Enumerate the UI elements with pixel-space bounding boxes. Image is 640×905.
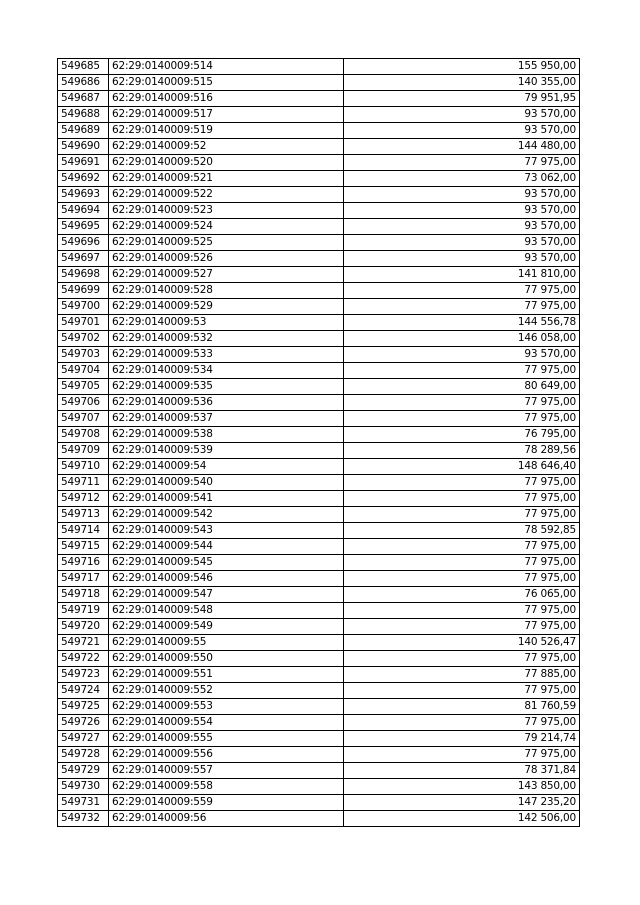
cadastral-value-cell: 140 355,00 (344, 75, 580, 91)
table-row (58, 635, 580, 651)
cadastral-value-cell: 144 480,00 (344, 139, 580, 155)
table-row (58, 363, 580, 379)
table-row (58, 475, 580, 491)
cadastral-number-cell: 62:29:0140009:553 (109, 699, 344, 715)
table-row (58, 91, 580, 107)
cadastral-number-cell: 62:29:0140009:552 (109, 683, 344, 699)
table-row (58, 795, 580, 811)
row-id-cell: 549714 (58, 523, 109, 539)
row-id-cell: 549712 (58, 491, 109, 507)
row-id-cell: 549700 (58, 299, 109, 315)
table-row (58, 59, 580, 75)
row-id-cell: 549731 (58, 795, 109, 811)
table-row (58, 347, 580, 363)
table-row (58, 507, 580, 523)
cadastral-number-cell: 62:29:0140009:516 (109, 91, 344, 107)
row-id-cell: 549717 (58, 571, 109, 587)
cadastral-number-cell: 62:29:0140009:541 (109, 491, 344, 507)
cadastral-value-cell: 77 975,00 (344, 603, 580, 619)
table-row (58, 667, 580, 683)
cadastral-number-cell: 62:29:0140009:547 (109, 587, 344, 603)
cadastral-number-cell: 62:29:0140009:542 (109, 507, 344, 523)
row-id-cell: 549697 (58, 251, 109, 267)
table-row (58, 411, 580, 427)
cadastral-value-cell: 77 975,00 (344, 299, 580, 315)
row-id-cell: 549719 (58, 603, 109, 619)
row-id-cell: 549708 (58, 427, 109, 443)
cadastral-number-cell: 62:29:0140009:56 (109, 811, 344, 827)
cadastral-value-cell: 73 062,00 (344, 171, 580, 187)
table-row (58, 171, 580, 187)
cadastral-value-cell: 77 975,00 (344, 395, 580, 411)
cadastral-value-cell: 77 975,00 (344, 619, 580, 635)
cadastral-number-cell: 62:29:0140009:557 (109, 763, 344, 779)
table-row (58, 187, 580, 203)
cadastral-number-cell: 62:29:0140009:543 (109, 523, 344, 539)
cadastral-number-cell: 62:29:0140009:517 (109, 107, 344, 123)
cadastral-number-cell: 62:29:0140009:532 (109, 331, 344, 347)
cadastral-number-cell: 62:29:0140009:519 (109, 123, 344, 139)
cadastral-value-cell: 77 975,00 (344, 155, 580, 171)
cadastral-value-cell: 77 975,00 (344, 555, 580, 571)
cadastral-number-cell: 62:29:0140009:540 (109, 475, 344, 491)
table-row (58, 123, 580, 139)
table-row (58, 379, 580, 395)
cadastral-value-cell: 78 289,56 (344, 443, 580, 459)
cadastral-number-cell: 62:29:0140009:546 (109, 571, 344, 587)
cadastral-value-cell: 140 526,47 (344, 635, 580, 651)
row-id-cell: 549689 (58, 123, 109, 139)
table-row (58, 235, 580, 251)
cadastral-value-cell: 79 951,95 (344, 91, 580, 107)
row-id-cell: 549690 (58, 139, 109, 155)
row-id-cell: 549696 (58, 235, 109, 251)
row-id-cell: 549710 (58, 459, 109, 475)
cadastral-value-cell: 77 975,00 (344, 715, 580, 731)
row-id-cell: 549695 (58, 219, 109, 235)
table-row (58, 811, 580, 827)
cadastral-number-cell: 62:29:0140009:545 (109, 555, 344, 571)
row-id-cell: 549727 (58, 731, 109, 747)
cadastral-number-cell: 62:29:0140009:554 (109, 715, 344, 731)
cadastral-value-cell: 77 975,00 (344, 475, 580, 491)
row-id-cell: 549728 (58, 747, 109, 763)
row-id-cell: 549726 (58, 715, 109, 731)
cadastral-number-cell: 62:29:0140009:534 (109, 363, 344, 379)
table-row (58, 283, 580, 299)
row-id-cell: 549716 (58, 555, 109, 571)
row-id-cell: 549685 (58, 59, 109, 75)
table-row (58, 155, 580, 171)
cadastral-value-cell: 78 592,85 (344, 523, 580, 539)
cadastral-number-cell: 62:29:0140009:528 (109, 283, 344, 299)
table-row (58, 539, 580, 555)
cadastral-value-cell: 146 058,00 (344, 331, 580, 347)
table-row (58, 75, 580, 91)
cadastral-value-cell: 79 214,74 (344, 731, 580, 747)
table-row (58, 699, 580, 715)
table-row (58, 443, 580, 459)
cadastral-number-cell: 62:29:0140009:548 (109, 603, 344, 619)
cadastral-number-cell: 62:29:0140009:526 (109, 251, 344, 267)
cadastral-value-cell: 143 850,00 (344, 779, 580, 795)
cadastral-value-cell: 77 975,00 (344, 683, 580, 699)
table-row (58, 267, 580, 283)
cadastral-number-cell: 62:29:0140009:514 (109, 59, 344, 75)
cadastral-value-cell: 93 570,00 (344, 219, 580, 235)
cadastral-value-cell: 77 975,00 (344, 571, 580, 587)
row-id-cell: 549687 (58, 91, 109, 107)
cadastral-number-cell: 62:29:0140009:537 (109, 411, 344, 427)
table-row (58, 203, 580, 219)
cadastral-value-cell: 76 065,00 (344, 587, 580, 603)
cadastral-number-cell: 62:29:0140009:551 (109, 667, 344, 683)
row-id-cell: 549729 (58, 763, 109, 779)
cadastral-value-cell: 77 975,00 (344, 363, 580, 379)
cadastral-number-cell: 62:29:0140009:515 (109, 75, 344, 91)
row-id-cell: 549701 (58, 315, 109, 331)
row-id-cell: 549720 (58, 619, 109, 635)
cadastral-value-cell: 77 975,00 (344, 411, 580, 427)
cadastral-value-cell: 77 975,00 (344, 491, 580, 507)
row-id-cell: 549702 (58, 331, 109, 347)
table-row (58, 427, 580, 443)
cadastral-number-cell: 62:29:0140009:52 (109, 139, 344, 155)
cadastral-value-cell: 147 235,20 (344, 795, 580, 811)
table-row (58, 315, 580, 331)
cadastral-value-cell: 93 570,00 (344, 107, 580, 123)
table-row (58, 139, 580, 155)
cadastral-number-cell: 62:29:0140009:558 (109, 779, 344, 795)
cadastral-number-cell: 62:29:0140009:525 (109, 235, 344, 251)
row-id-cell: 549698 (58, 267, 109, 283)
row-id-cell: 549715 (58, 539, 109, 555)
cadastral-number-cell: 62:29:0140009:550 (109, 651, 344, 667)
cadastral-number-cell: 62:29:0140009:556 (109, 747, 344, 763)
cadastral-number-cell: 62:29:0140009:520 (109, 155, 344, 171)
table-row (58, 651, 580, 667)
cadastral-value-cell: 78 371,84 (344, 763, 580, 779)
cadastral-number-cell: 62:29:0140009:521 (109, 171, 344, 187)
cadastral-number-cell: 62:29:0140009:533 (109, 347, 344, 363)
row-id-cell: 549713 (58, 507, 109, 523)
cadastral-number-cell: 62:29:0140009:544 (109, 539, 344, 555)
cadastral-value-cell: 93 570,00 (344, 347, 580, 363)
table-row (58, 219, 580, 235)
table-row (58, 251, 580, 267)
table-row (58, 523, 580, 539)
row-id-cell: 549691 (58, 155, 109, 171)
row-id-cell: 549718 (58, 587, 109, 603)
cadastral-value-cell: 81 760,59 (344, 699, 580, 715)
cadastral-value-cell: 93 570,00 (344, 203, 580, 219)
cadastral-value-cell: 77 975,00 (344, 283, 580, 299)
row-id-cell: 549703 (58, 347, 109, 363)
row-id-cell: 549704 (58, 363, 109, 379)
cadastral-number-cell: 62:29:0140009:54 (109, 459, 344, 475)
cadastral-value-cell: 93 570,00 (344, 235, 580, 251)
cadastral-number-cell: 62:29:0140009:527 (109, 267, 344, 283)
cadastral-value-cell: 77 975,00 (344, 747, 580, 763)
table-row (58, 555, 580, 571)
cadastral-value-cell: 144 556,78 (344, 315, 580, 331)
table-row (58, 683, 580, 699)
row-id-cell: 549724 (58, 683, 109, 699)
cadastral-value-cell: 77 975,00 (344, 539, 580, 555)
table-row (58, 747, 580, 763)
table-row (58, 603, 580, 619)
row-id-cell: 549725 (58, 699, 109, 715)
table-row (58, 395, 580, 411)
table-row (58, 715, 580, 731)
table-row (58, 731, 580, 747)
cadastral-number-cell: 62:29:0140009:555 (109, 731, 344, 747)
table-row (58, 619, 580, 635)
table-body (58, 59, 580, 827)
row-id-cell: 549709 (58, 443, 109, 459)
row-id-cell: 549686 (58, 75, 109, 91)
cadastral-value-cell: 77 975,00 (344, 507, 580, 523)
cadastral-number-cell: 62:29:0140009:522 (109, 187, 344, 203)
row-id-cell: 549694 (58, 203, 109, 219)
cadastral-value-table (57, 58, 580, 827)
cadastral-value-cell: 77 975,00 (344, 651, 580, 667)
row-id-cell: 549693 (58, 187, 109, 203)
cadastral-number-cell: 62:29:0140009:538 (109, 427, 344, 443)
document-page (57, 58, 580, 827)
cadastral-value-cell: 142 506,00 (344, 811, 580, 827)
row-id-cell: 549722 (58, 651, 109, 667)
cadastral-value-cell: 76 795,00 (344, 427, 580, 443)
row-id-cell: 549699 (58, 283, 109, 299)
table-row (58, 459, 580, 475)
cadastral-number-cell: 62:29:0140009:524 (109, 219, 344, 235)
cadastral-number-cell: 62:29:0140009:549 (109, 619, 344, 635)
table-row (58, 491, 580, 507)
cadastral-value-cell: 93 570,00 (344, 123, 580, 139)
table-row (58, 107, 580, 123)
table-row (58, 331, 580, 347)
row-id-cell: 549705 (58, 379, 109, 395)
cadastral-value-cell: 93 570,00 (344, 187, 580, 203)
cadastral-value-cell: 148 646,40 (344, 459, 580, 475)
cadastral-number-cell: 62:29:0140009:539 (109, 443, 344, 459)
row-id-cell: 549730 (58, 779, 109, 795)
row-id-cell: 549707 (58, 411, 109, 427)
row-id-cell: 549692 (58, 171, 109, 187)
table-row (58, 779, 580, 795)
cadastral-number-cell: 62:29:0140009:529 (109, 299, 344, 315)
table-row (58, 571, 580, 587)
row-id-cell: 549688 (58, 107, 109, 123)
cadastral-number-cell: 62:29:0140009:536 (109, 395, 344, 411)
cadastral-number-cell: 62:29:0140009:55 (109, 635, 344, 651)
cadastral-number-cell: 62:29:0140009:523 (109, 203, 344, 219)
row-id-cell: 549711 (58, 475, 109, 491)
cadastral-value-cell: 77 885,00 (344, 667, 580, 683)
cadastral-value-cell: 93 570,00 (344, 251, 580, 267)
cadastral-value-cell: 80 649,00 (344, 379, 580, 395)
cadastral-number-cell: 62:29:0140009:559 (109, 795, 344, 811)
row-id-cell: 549732 (58, 811, 109, 827)
cadastral-value-cell: 155 950,00 (344, 59, 580, 75)
row-id-cell: 549706 (58, 395, 109, 411)
cadastral-value-cell: 141 810,00 (344, 267, 580, 283)
table-row (58, 299, 580, 315)
row-id-cell: 549723 (58, 667, 109, 683)
table-row (58, 587, 580, 603)
table-row (58, 763, 580, 779)
row-id-cell: 549721 (58, 635, 109, 651)
cadastral-number-cell: 62:29:0140009:535 (109, 379, 344, 395)
cadastral-number-cell: 62:29:0140009:53 (109, 315, 344, 331)
